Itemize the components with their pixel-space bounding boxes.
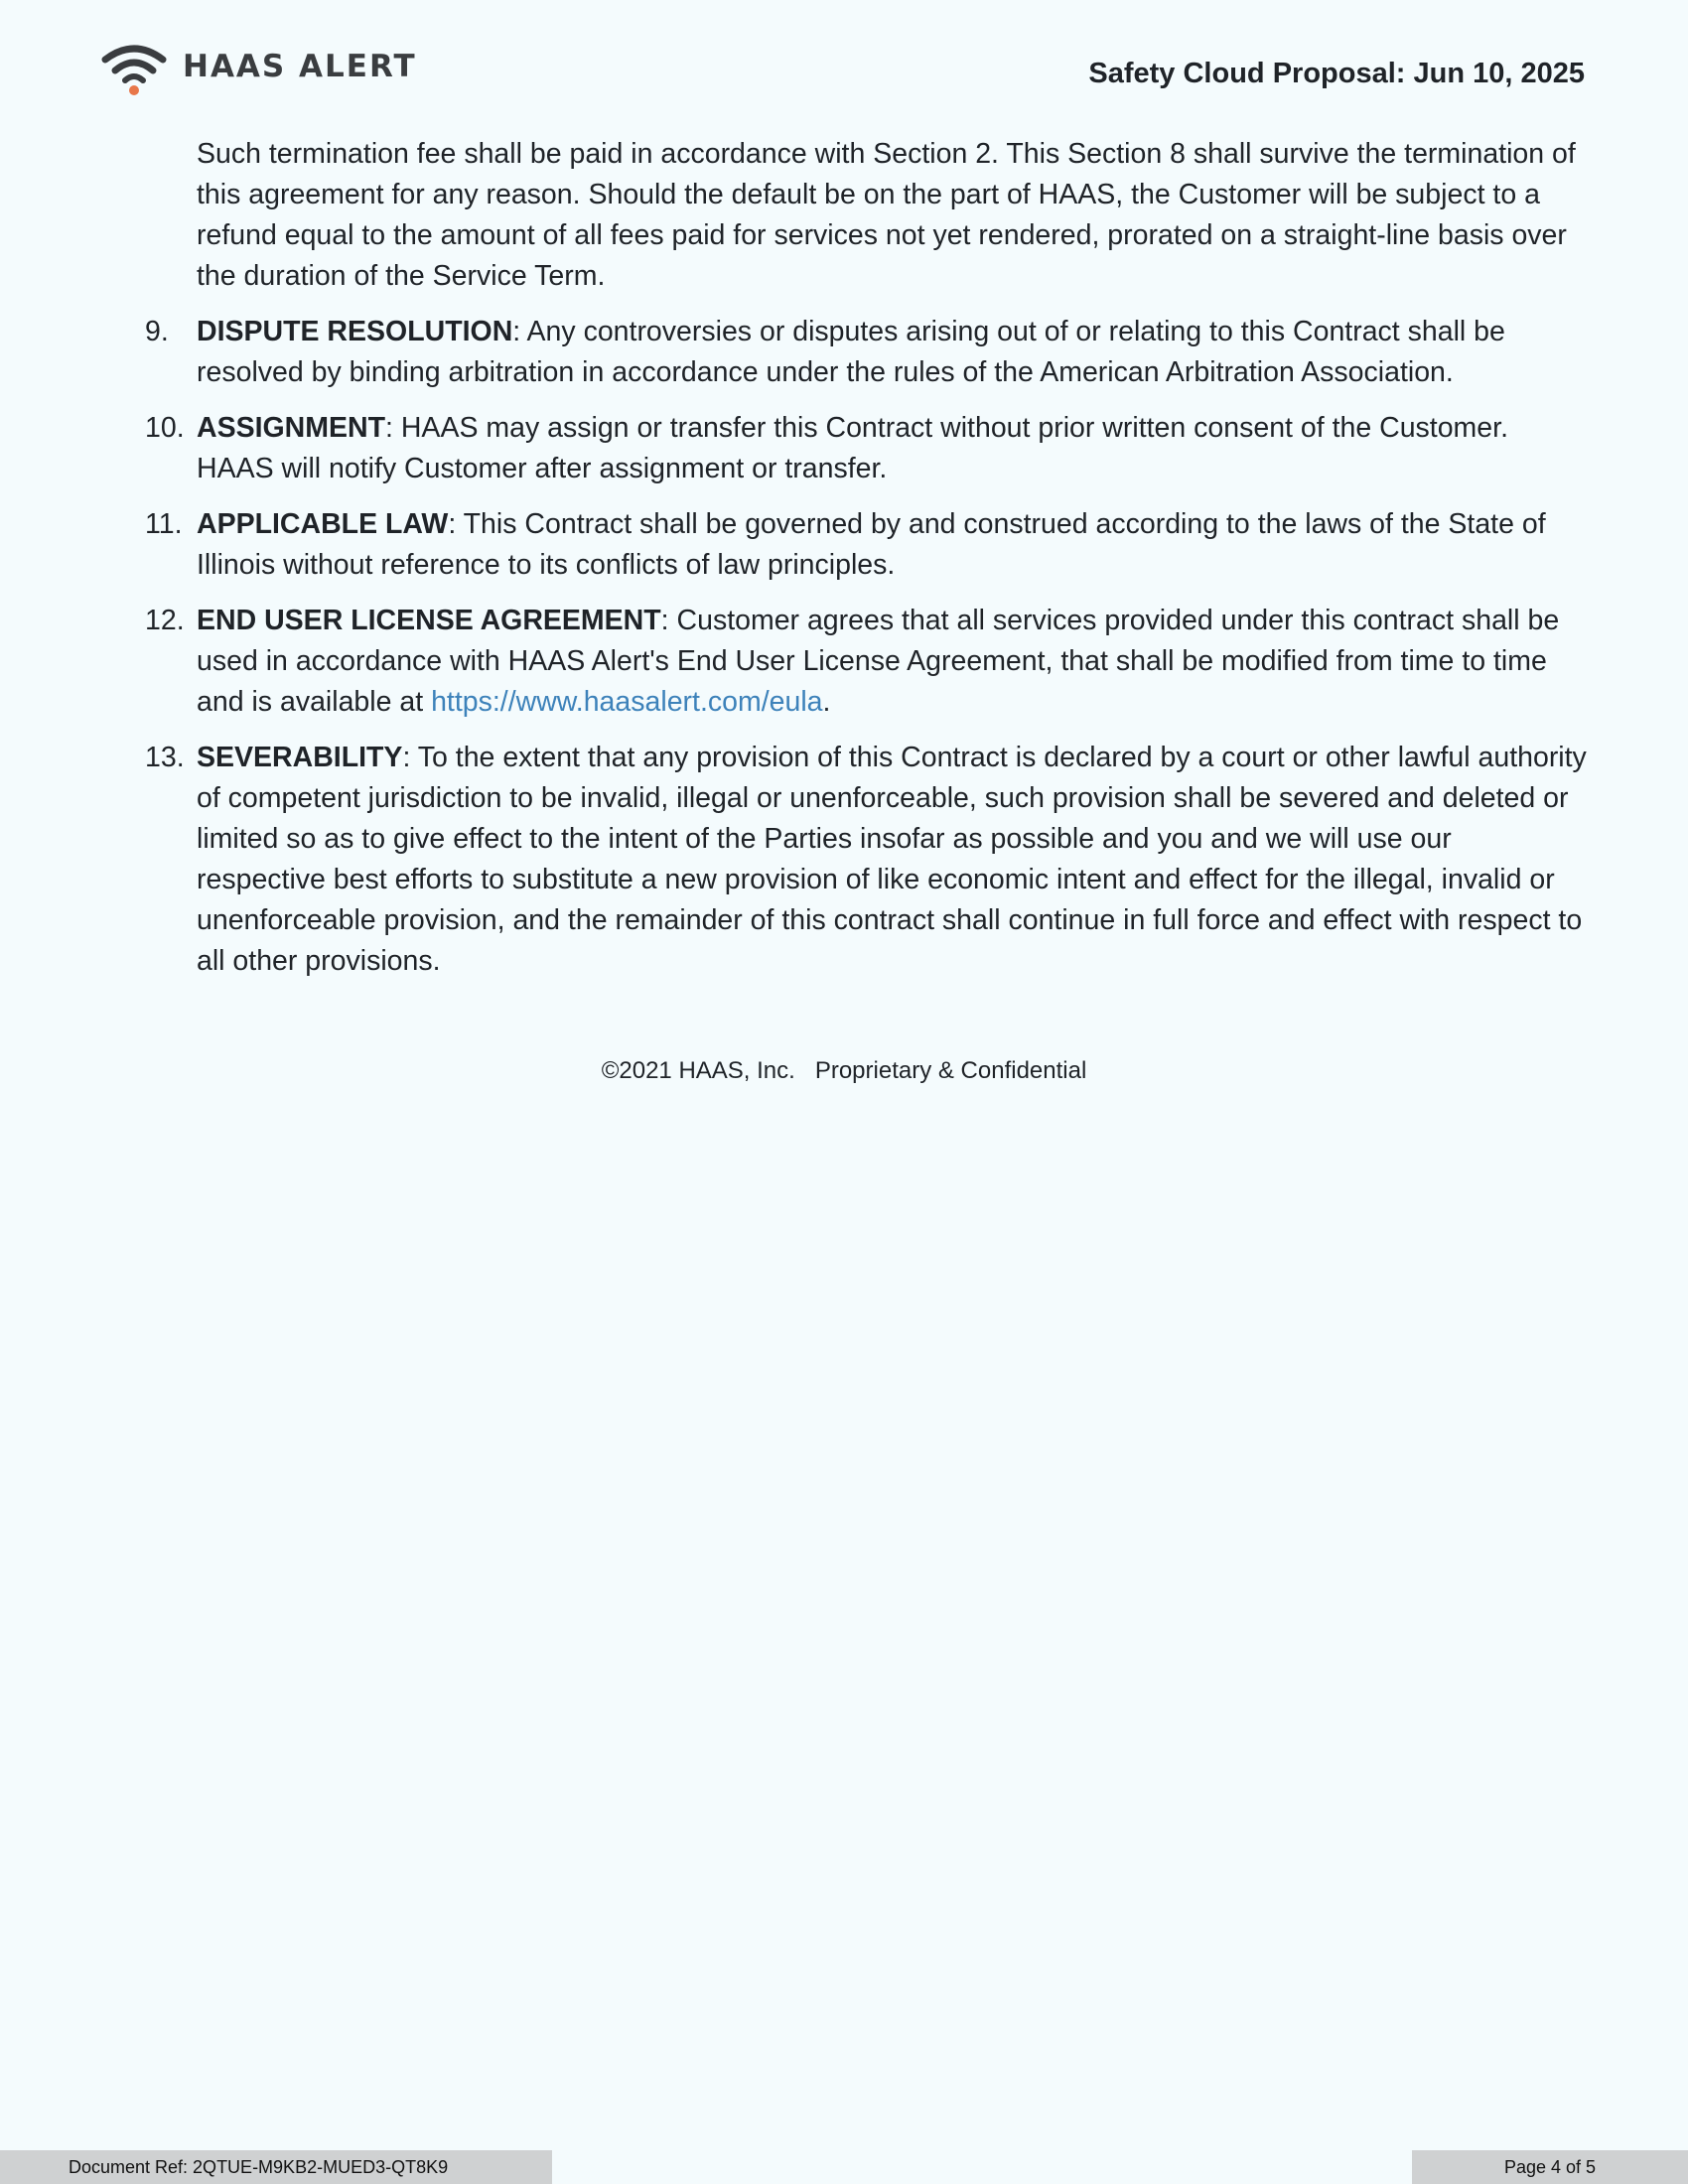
section-12-eula [145, 601, 1587, 723]
logo-text: HAAS ALERT [183, 48, 417, 84]
section-text: : HAAS may assign or transfer this Contract without prior written consent of the Customer. HAAS will notify Customer after assignment or transfer. [197, 412, 1508, 484]
section-heading: END USER LICENSE AGREEMENT [197, 605, 661, 636]
wifi-signal-icon [101, 42, 167, 97]
section-11-applicable-law [145, 504, 1587, 586]
section-9-dispute-resolution [145, 312, 1587, 393]
section-number: 11. [145, 508, 183, 540]
section-number: 10. [145, 412, 185, 444]
page-number: Page 4 of 5 [1412, 2150, 1688, 2184]
section-10-assignment [145, 408, 1587, 489]
section-heading: ASSIGNMENT [197, 412, 386, 444]
section-text: : This Contract shall be governed by and construed according to the laws of the State of Illinois without reference to its conflicts of law principles. [197, 508, 1546, 581]
section-text: : Any controversies or disputes arising out of or relating to this Contract shall be resolved by binding arbitration in accordance under the rules of the American Arbitration Association. [197, 316, 1505, 388]
section-text-end: . [822, 686, 831, 718]
section-8-continuation: Such termination fee shall be paid in accordance with Section 2. This Section 8 shall survive the termination of this agreement for any reason. Should the default be on the part of HAAS, the Customer will be subject to a refund equal to the amount of all fees paid for services not yet rendered, prorated on a straight-line basis over the duration of the Service Term. [197, 138, 1576, 292]
section-heading: DISPUTE RESOLUTION [197, 316, 513, 347]
eula-link[interactable]: https://www.haasalert.com/eula [431, 686, 823, 718]
section-text: : Customer agrees that all services provided under this contract shall be used in accordance with HAAS Alert's End User License Agreement, that shall be modified from time to time and is available at [197, 605, 1560, 718]
section-text: : To the extent that any provision of this Contract is declared by a court or other lawful authority of competent jurisdiction to be invalid, illegal or unenforceable, such provision shall be severed and deleted or limited so as to give effect to the intent of the Parties insofar as possible and you and we will use our respective best efforts to substitute a new provision of like economic intent and effect for the illegal, invalid or unenforceable provision, and the remainder of this contract shall continue in full force and effect with respect to all other provisions. [197, 742, 1587, 977]
section-13-severability [145, 738, 1587, 982]
section-number: 9. [145, 316, 169, 347]
section-heading: SEVERABILITY [197, 742, 403, 773]
section-heading: APPLICABLE LAW [197, 508, 449, 540]
contract-body [145, 134, 1587, 982]
section-number: 13. [145, 742, 185, 773]
page-title: Safety Cloud Proposal: Jun 10, 2025 [1088, 58, 1585, 89]
haas-alert-logo [101, 42, 417, 97]
document-ref: Document Ref: 2QTUE-M9KB2-MUED3-QT8K9 [0, 2150, 552, 2184]
copyright-notice: ©2021 HAAS, Inc. Proprietary & Confidential [601, 1057, 1087, 1084]
section-number: 12. [145, 605, 185, 636]
